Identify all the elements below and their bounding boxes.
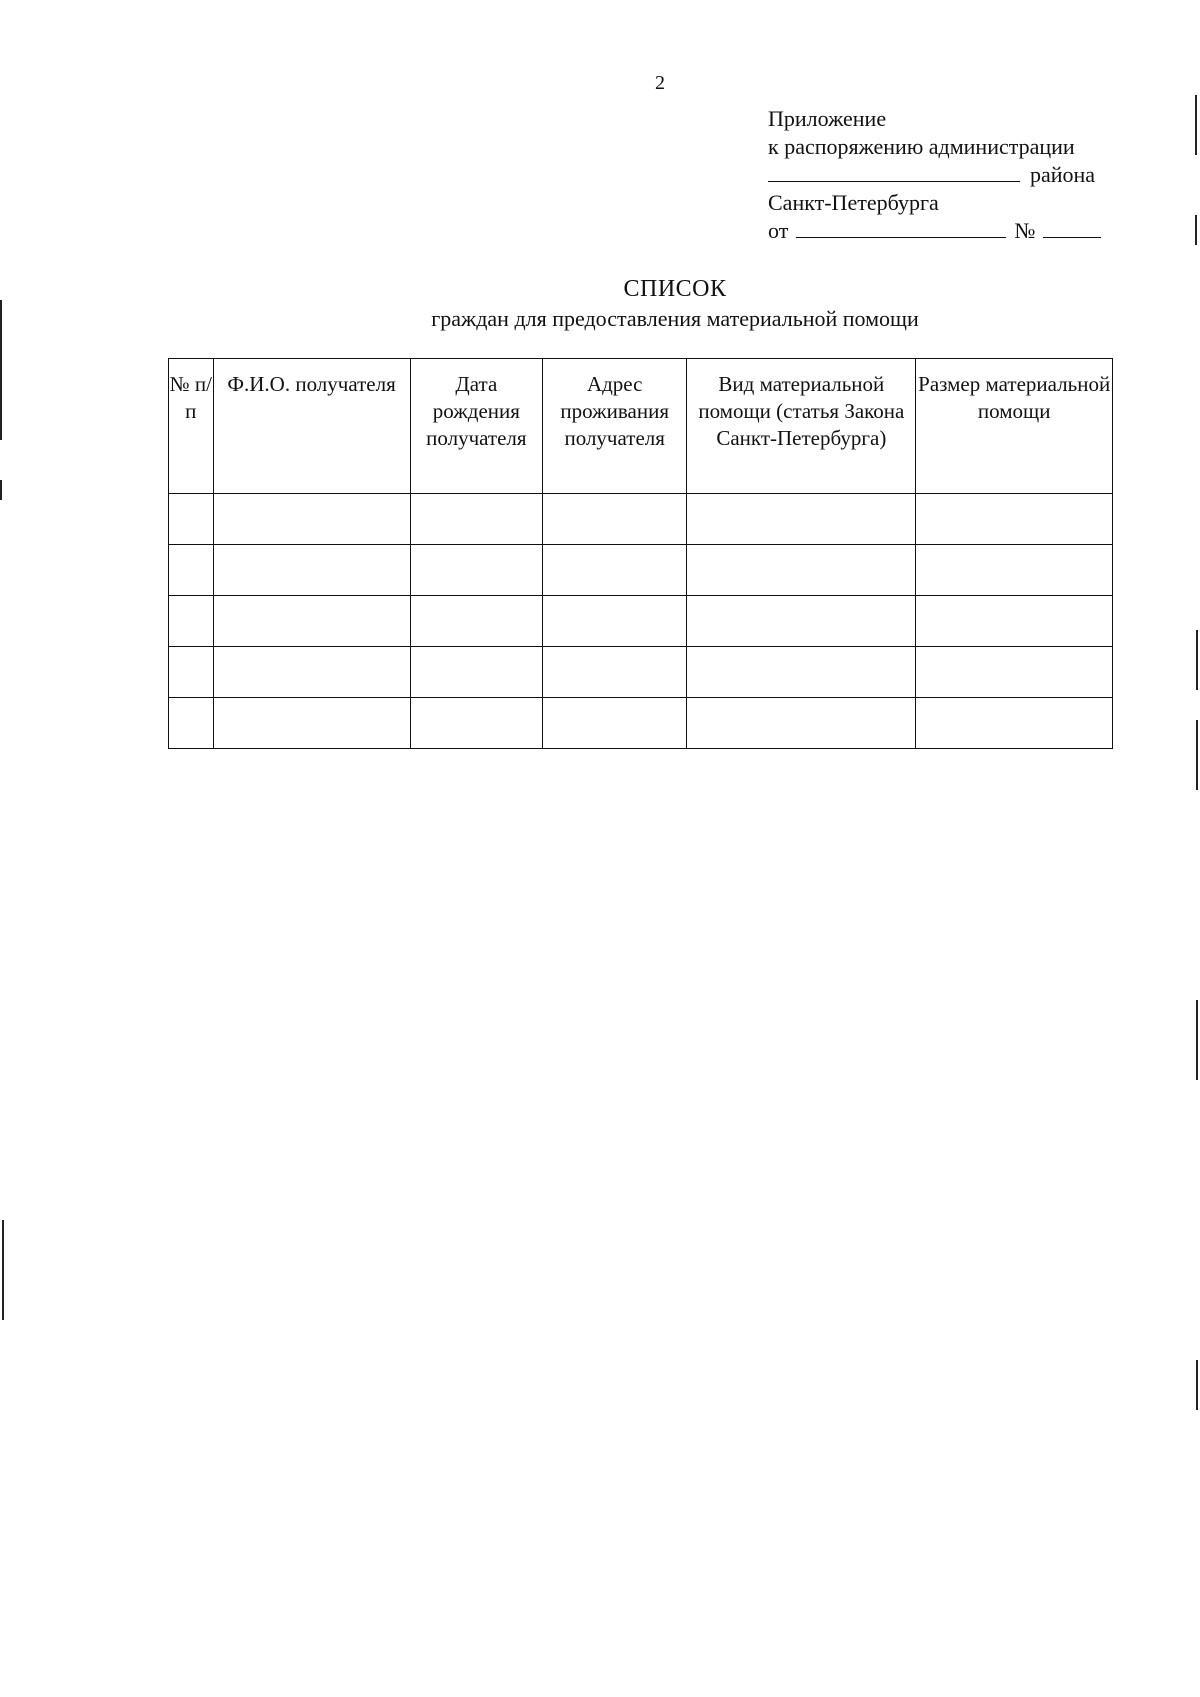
table-cell-empty[interactable]: [916, 545, 1113, 596]
appendix-city-line: Санкт-Петербурга: [768, 190, 939, 215]
table-cell-empty[interactable]: [213, 647, 410, 698]
table-cell-empty[interactable]: [687, 596, 916, 647]
table-cell-empty[interactable]: [213, 494, 410, 545]
table-cell-empty[interactable]: [543, 698, 687, 749]
table-cell-empty[interactable]: [916, 494, 1113, 545]
district-blank-field[interactable]: [768, 161, 1020, 182]
scan-edge-mark: [0, 480, 2, 500]
date-prefix: от: [768, 218, 789, 243]
table-cell-empty[interactable]: [410, 698, 542, 749]
number-sign: №: [1014, 218, 1036, 243]
table-cell-empty[interactable]: [169, 647, 214, 698]
appendix-order-line: к распоряжению администрации: [768, 134, 1075, 159]
header-number: № п/п: [169, 359, 214, 494]
header-birth-date: Дата рождения получателя: [410, 359, 542, 494]
appendix-district-line: [768, 161, 1101, 189]
table-row: [169, 494, 1113, 545]
table-cell-empty[interactable]: [916, 647, 1113, 698]
table-cell-empty[interactable]: [687, 494, 916, 545]
scan-edge-mark: [1196, 1360, 1198, 1410]
table-cell-empty[interactable]: [213, 596, 410, 647]
page-number: 2: [655, 72, 665, 94]
table-cell-empty[interactable]: [916, 698, 1113, 749]
header-aid-amount: Размер материальной помощи: [916, 359, 1113, 494]
table-cell-empty[interactable]: [543, 596, 687, 647]
table-row: [169, 596, 1113, 647]
table-cell-empty[interactable]: [687, 647, 916, 698]
table-cell-empty[interactable]: [410, 494, 542, 545]
appendix-header: [768, 105, 1101, 245]
table-row: [169, 698, 1113, 749]
table-body: [169, 494, 1113, 749]
number-blank-field[interactable]: [1043, 217, 1101, 238]
table-header-row: [169, 359, 1113, 494]
appendix-date-line: [768, 217, 1101, 245]
scan-edge-mark: [1196, 630, 1198, 690]
scan-edge-mark: [0, 300, 2, 440]
document-title: СПИСОК: [623, 276, 727, 302]
table-cell-empty[interactable]: [543, 647, 687, 698]
table-cell-empty[interactable]: [543, 494, 687, 545]
table-cell-empty[interactable]: [213, 698, 410, 749]
appendix-title: Приложение: [768, 106, 887, 131]
header-aid-type: Вид материальной помощи (статья Закона Санкт-Петербурга): [687, 359, 916, 494]
recipients-table: [168, 358, 1113, 749]
table-cell-empty[interactable]: [916, 596, 1113, 647]
table-cell-empty[interactable]: [410, 545, 542, 596]
table-cell-empty[interactable]: [410, 596, 542, 647]
header-address: Адрес проживания получателя: [543, 359, 687, 494]
scan-edge-mark: [2, 1220, 4, 1320]
scan-edge-mark: [1195, 95, 1197, 155]
table-cell-empty[interactable]: [213, 545, 410, 596]
district-suffix: района: [1030, 162, 1096, 187]
table-cell-empty[interactable]: [687, 545, 916, 596]
table-cell-empty[interactable]: [169, 698, 214, 749]
table-cell-empty[interactable]: [687, 698, 916, 749]
table-cell-empty[interactable]: [169, 596, 214, 647]
date-blank-field[interactable]: [796, 217, 1006, 238]
scan-edge-mark: [1195, 215, 1197, 245]
header-full-name: Ф.И.О. получателя: [213, 359, 410, 494]
table-row: [169, 647, 1113, 698]
table-cell-empty[interactable]: [543, 545, 687, 596]
table-row: [169, 545, 1113, 596]
document-subtitle: граждан для предоставления материальной помощи: [431, 306, 919, 331]
table-cell-empty[interactable]: [410, 647, 542, 698]
table-cell-empty[interactable]: [169, 545, 214, 596]
table-cell-empty[interactable]: [169, 494, 214, 545]
scan-edge-mark: [1196, 1000, 1198, 1080]
scan-edge-mark: [1196, 720, 1198, 790]
